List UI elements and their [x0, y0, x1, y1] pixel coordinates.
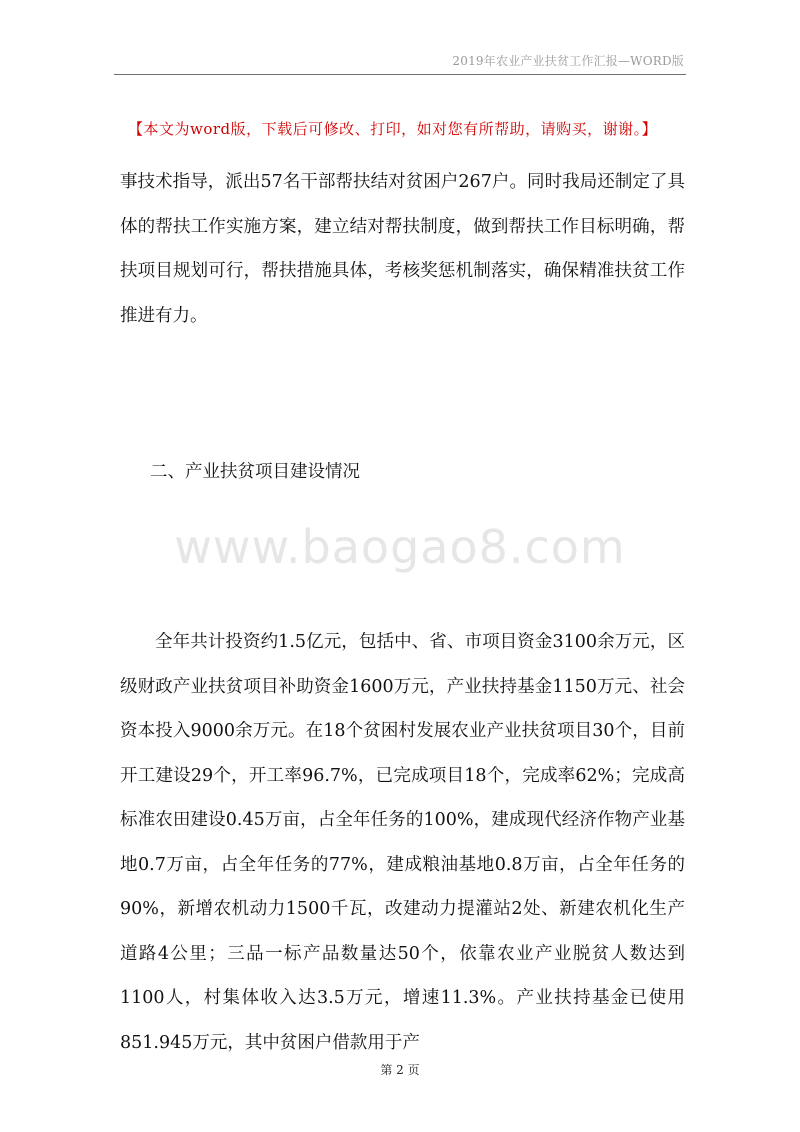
header-divider: [114, 74, 686, 75]
watermark: www.baogao8.com: [174, 520, 626, 574]
download-notice: 【本文为word版，下载后可修改、打印，如对您有所帮助，请购买，谢谢。】: [128, 120, 658, 138]
section-heading: 二、产业扶贫项目建设情况: [150, 462, 360, 482]
document-header-title: 2019年农业产业扶贫工作汇报—WORD版: [452, 54, 684, 68]
body-paragraph-investment: 全年共计投资约1.5亿元，包括中、省、市项目资金3100余万元，区级财政产业扶贫项目补助资金1600万元，产业扶持基金1150万元、社会资本投入9000余万元。在18个贫困村发展农业产业扶贫项目30个，目前开工建设29个，开工率96.7%，已完成项目18个，完成率62%；完成高标准农田建设0.45万亩，占全年任务的100%，建成现代经济作物产业基地0.7万亩，占全年任务的77%，建成粮油基地0.8万亩，占全年任务的90%，新增农机动力1500千瓦，改建动力提灌站2处、新建农机化生产道路4公里；三品一标产品数量达50个，依靠农业产业脱贫人数达到1100人，村集体收入达3.5万元，增速11.3%。产业扶持基金已使用851.945万元，其中贫困户借款用于产: [120, 632, 685, 1053]
page-number: 第 2 页: [380, 1063, 420, 1077]
body-paragraph-continuation: 事技术指导，派出57名干部帮扶结对贫困户267户。同时我局还制定了具体的帮扶工作实施方案，建立结对帮扶制度，做到帮扶工作目标明确，帮扶项目规划可行，帮扶措施具体，考核奖惩机制落实，确保精准扶贫工作推进有力。: [120, 172, 685, 326]
